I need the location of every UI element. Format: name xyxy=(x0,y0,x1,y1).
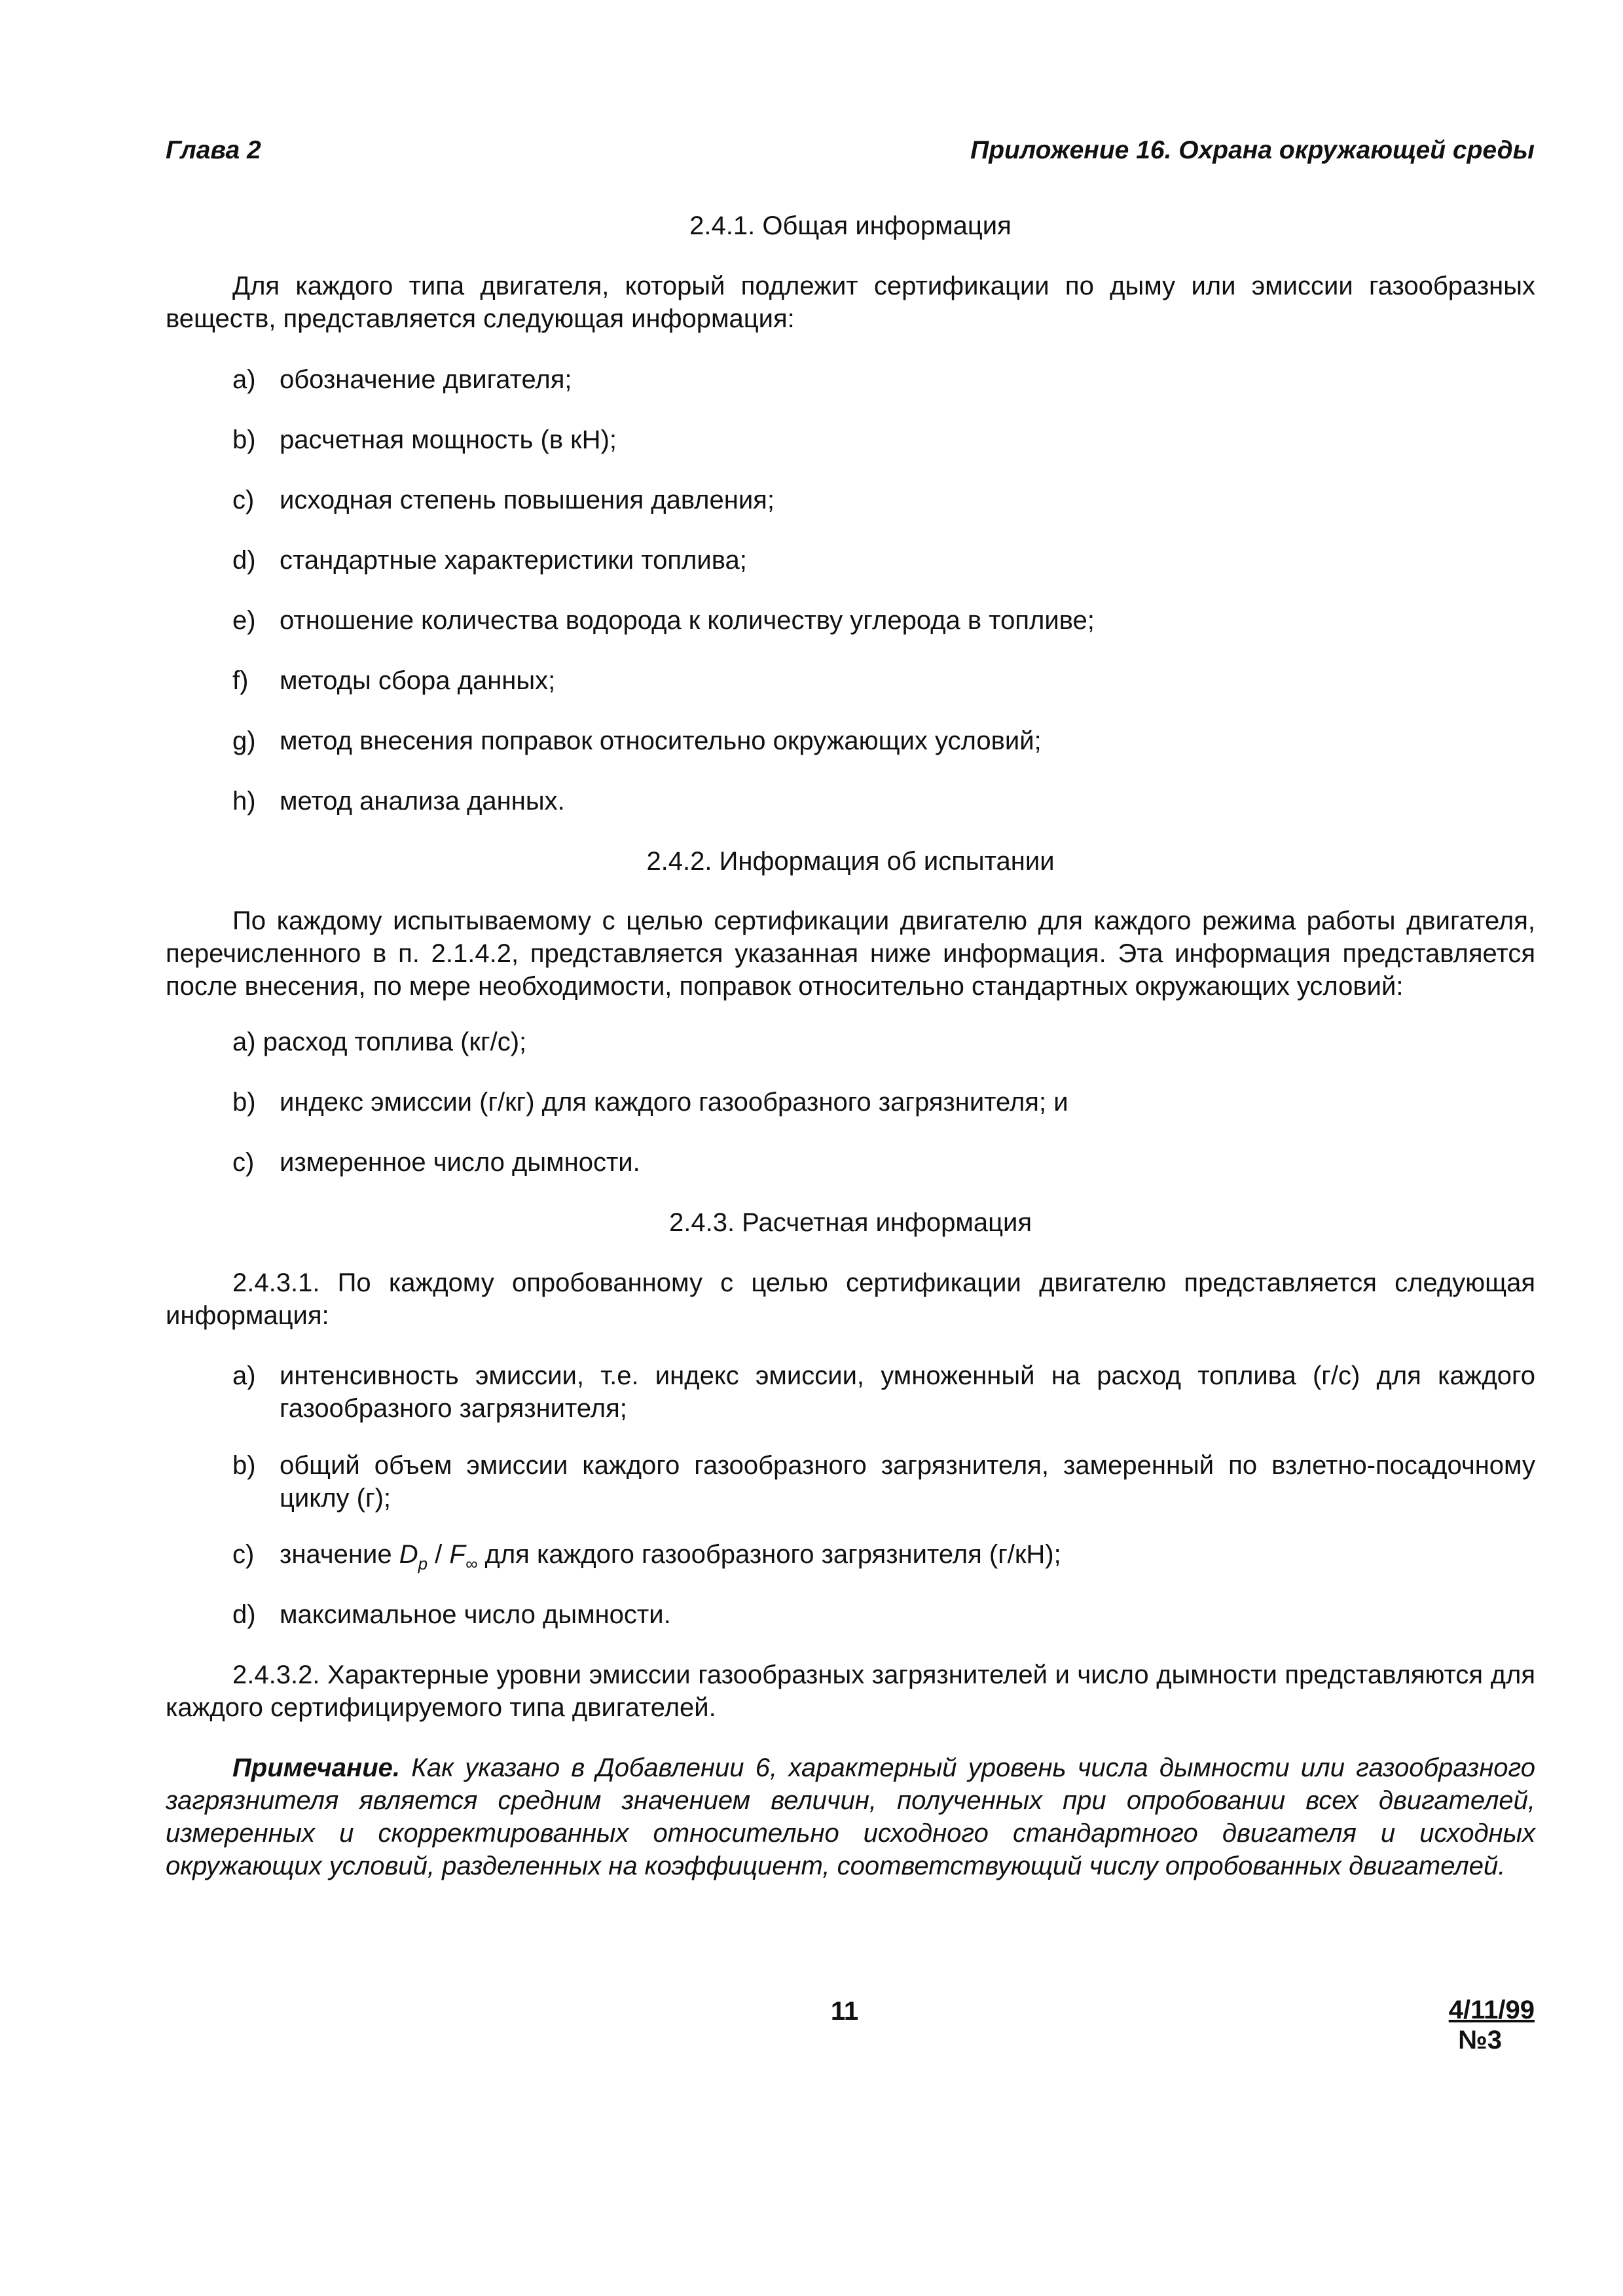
paragraph-text: По каждому испытываемому с целью сертификации двигателю для каждого режима работы двигателя, перечисленного в п. 2.1.4.2, представляется указанная ниже информация. Эта информация представляется после внесения, по мере необходимости, поправок относительно стандартных окружающих условий: xyxy=(166,906,1535,1001)
list-item-label: c) xyxy=(232,1540,255,1569)
list-item-label: g) xyxy=(232,726,256,755)
paragraph-text: 2.4.3.2. Характерные уровни эмиссии газообразных загрязнителей и число дымности представляются для каждого сертифицируемого типа двигателей. xyxy=(166,1660,1535,1722)
list-item-text: стандартные характеристики топлива; xyxy=(280,546,747,575)
list-item-text: метод внесения поправок относительно окружающих условий; xyxy=(280,726,1042,755)
section-heading-2-4-3: 2.4.3. Расчетная информация xyxy=(668,1208,1032,1237)
paragraph-2-4-2-intro xyxy=(166,905,1535,1003)
list-item-text: исходная степень повышения давления; xyxy=(280,486,775,514)
chapter-header: Глава 2 xyxy=(166,136,261,164)
revision-issue: №3 xyxy=(1458,2026,1502,2054)
list-item-label: b) xyxy=(232,425,256,454)
list-item-text: расчетная мощность (в кН); xyxy=(280,425,617,454)
list-item-text xyxy=(280,1538,1535,1580)
revision-date: 4/11/99 xyxy=(1448,1996,1535,2024)
list-item-text: интенсивность эмиссии, т.е. индекс эмиссии, умноженный на расход топлива (г/с) для каждого газообразного загрязнителя; xyxy=(280,1361,1535,1423)
paragraph-2-4-3-1 xyxy=(166,1266,1535,1332)
paragraph-2-4-3-2 xyxy=(166,1659,1535,1724)
list-item-label: a) xyxy=(232,365,256,394)
list-item-text: максимальное число дымности. xyxy=(280,1600,671,1629)
section-heading-2-4-1: 2.4.1. Общая информация xyxy=(689,211,1012,240)
note-text: Как указано в Добавлении 6, характерный уровень числа дымности или газообразного загрязнителя является средним значением величин, полученных при опробовании всех двигателей, измеренных и скорректированных относительно исходного стандартного двигателя и исходных окружающих условий, разделенных на коэффициент, соответствующий числу опробованных двигателей. xyxy=(166,1753,1535,1880)
list-item-text: отношение количества водорода к количеству углерода в топливе; xyxy=(280,606,1095,635)
note-label: Примечание. xyxy=(232,1753,400,1782)
note-paragraph xyxy=(166,1751,1535,1882)
list-item-text: индекс эмиссии (г/кг) для каждого газообразного загрязнителя; и xyxy=(280,1088,1068,1117)
paragraph-text: 2.4.3.1. По каждому опробованному с целью сертификации двигателю представляется следующая информация: xyxy=(166,1268,1535,1330)
slash: / xyxy=(428,1540,450,1569)
list-item-label: b) xyxy=(232,1088,256,1117)
annex-header: Приложение 16. Охрана окружающей среды xyxy=(970,136,1535,164)
list-item-label: c) xyxy=(232,1148,255,1177)
list-item-label: a) xyxy=(232,1361,256,1390)
list-item-text: общий объем эмиссии каждого газообразного загрязнителя, замеренный по взлетно-посадочному циклу (г); xyxy=(280,1451,1535,1513)
list-item-text: обозначение двигателя; xyxy=(280,365,572,394)
list-item-label: b) xyxy=(232,1451,256,1480)
list-item-label: h) xyxy=(232,787,256,816)
subscript-p: p xyxy=(418,1554,428,1573)
revision-stamp xyxy=(1449,1995,1535,2055)
list-item: a) расход топлива (кг/с); xyxy=(232,1028,527,1056)
formula-prefix: значение xyxy=(280,1540,399,1569)
list-item-text: методы сбора данных; xyxy=(280,666,556,695)
page-number: 11 xyxy=(830,1997,859,2026)
subscript-infinity: ∞ xyxy=(465,1554,478,1573)
section-heading-2-4-2: 2.4.2. Информация об испытании xyxy=(646,847,1055,876)
list-item-label: d) xyxy=(232,1600,256,1629)
formula-suffix: для каждого газообразного загрязнителя (г/кН); xyxy=(477,1540,1061,1569)
list-item-label: f) xyxy=(232,666,249,695)
list-item-label: e) xyxy=(232,606,256,635)
list-item-text: измеренное число дымности. xyxy=(280,1148,640,1177)
list-item-text: метод анализа данных. xyxy=(280,787,565,816)
paragraph-2-4-1-intro xyxy=(166,270,1535,335)
symbol-f: F xyxy=(449,1540,465,1569)
list-item-label: c) xyxy=(232,486,255,514)
symbol-d: D xyxy=(399,1540,418,1569)
paragraph-text: Для каждого типа двигателя, который подлежит сертификации по дыму или эмиссии газообразных веществ, представляется следующая информация: xyxy=(166,272,1535,333)
list-item-label: d) xyxy=(232,546,256,575)
